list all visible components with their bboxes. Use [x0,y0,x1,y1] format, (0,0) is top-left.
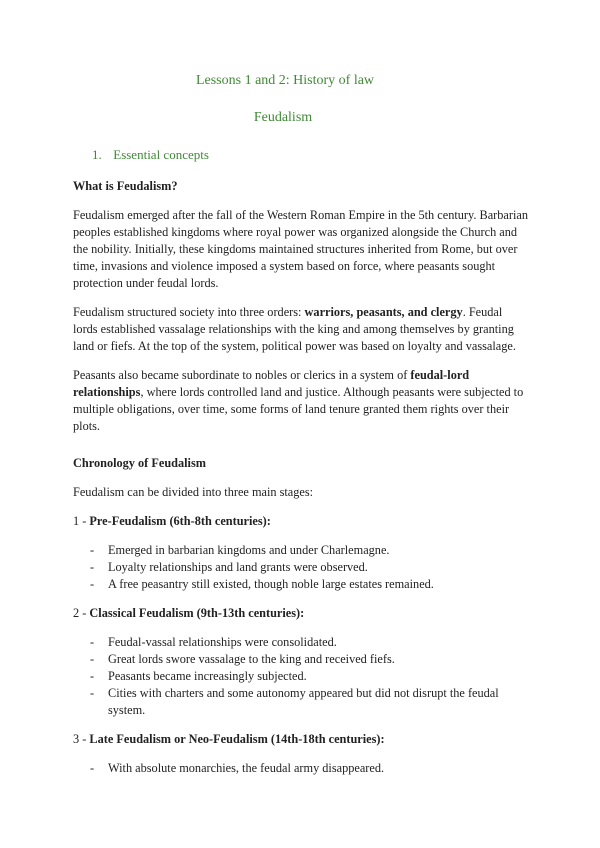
stage-name: Pre-Feudalism (6th-8th centuries): [89,514,271,528]
stage-bullet-list [73,634,529,719]
list-item [73,668,529,685]
list-item [73,651,529,668]
stage-prefix: 2 - [73,606,90,620]
dash-bullet: - [90,577,95,591]
paragraph-1: Feudalism emerged after the fall of the Western Roman Empire in the 5th century. Barbarian peoples established kingdoms where royal power was organized alongside the Church and the nobility. Initially, these kingdoms maintained structures inherited from Rome, but over time, invasions and violence imposed a system based on force, where peasants sought protection under feudal lords. [73,208,528,290]
list-item-text: With absolute monarchies, the feudal army disappeared. [108,761,385,775]
list-item-text: Cities with charters and some autonomy appeared but did not disrupt the feudal system. [108,686,499,717]
list-item [73,685,529,719]
document-body [73,178,529,789]
dash-bullet: - [90,635,95,649]
stages-list [73,513,529,777]
list-item-text: Emerged in barbarian kingdoms and under Charlemagne. [108,543,390,557]
dash-bullet: - [90,560,95,574]
list-item-text: Loyalty relationships and land grants were observed. [108,560,368,574]
paragraph-2-bold: warriors, peasants, and clergy [304,305,463,319]
paragraph-3 [73,367,529,435]
paragraph-2 [73,304,529,355]
stage-prefix: 1 - [73,514,90,528]
what-heading: What is Feudalism? [73,179,178,193]
stage-bullet-list [73,760,529,777]
dash-bullet: - [90,543,95,557]
stage-heading [73,605,529,622]
list-item-text: A free peasantry still existed, though noble large estates remained. [108,577,434,591]
list-item-text: Peasants became increasingly subjected. [108,669,307,683]
stage-heading [73,513,529,530]
stage-prefix: 3 - [73,732,90,746]
paragraph-3-bold: feudal-lord relationships [73,368,470,399]
section-label: Essential concepts [113,147,209,162]
paragraph-3-text-a: Peasants also became subordinate to nobles or clerics in a system of [73,368,411,382]
list-item-text: Great lords swore vassalage to the king and received fiefs. [108,652,395,666]
section-number: 1. [92,147,102,162]
section-heading [92,147,209,163]
stage-heading [73,731,529,748]
dash-bullet: - [90,761,95,775]
dash-bullet: - [90,686,95,700]
list-item [73,542,529,559]
list-item [73,576,529,593]
dash-bullet: - [90,669,95,683]
document-subtitle: Feudalism [253,110,313,125]
list-item [73,760,529,777]
chronology-intro: Feudalism can be divided into three main stages: [73,485,314,499]
document-title: Lessons 1 and 2: History of law [195,73,375,88]
list-item-text: Feudal-vassal relationships were consolidated. [108,635,337,649]
stage-bullet-list [73,542,529,593]
paragraph-2-text-b: . Feudal lords established vassalage relationships with the king and among themselves by granting land or fiefs. At the top of the system, political power was based on loyalty and vassalage. [73,305,516,353]
list-item [73,559,529,576]
list-item [73,634,529,651]
chronology-heading: Chronology of Feudalism [73,456,207,470]
stage-name: Classical Feudalism (9th-13th centuries): [89,606,305,620]
paragraph-2-text-a: Feudalism structured society into three orders: [73,305,305,319]
dash-bullet: - [90,652,95,666]
stage-name: Late Feudalism or Neo-Feudalism (14th-18th centuries): [89,732,385,746]
paragraph-3-text-b: , where lords controlled land and justice. Although peasants were subjected to multiple obligations, over time, some forms of land tenure granted them rights over their plots. [73,385,524,433]
